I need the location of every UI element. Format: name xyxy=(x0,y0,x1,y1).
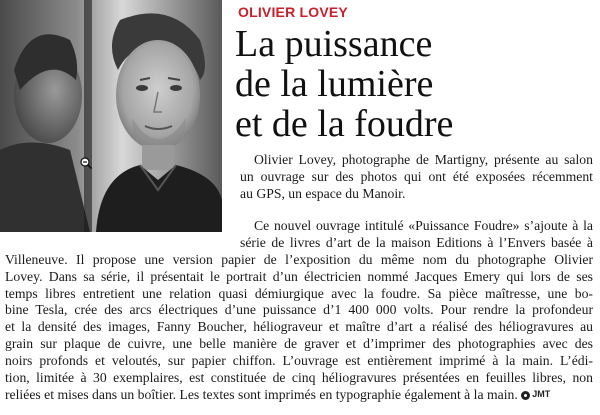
article-paragraph-main xyxy=(5,252,593,404)
paragraph-line: et la densité des images, Fanny Boucher, héliograveur et maître d’art a réalisé des héliogravures au xyxy=(5,319,593,335)
paragraph-line: bine Tesla, crée des arcs électriques d’une puissance d’1 400 000 volts. Pour rendre la profondeur xyxy=(5,302,593,318)
paragraph-line: temps libres entretient une relation quasi démiurgique avec la foudre. Sa pièce maîtresse, une bo- xyxy=(5,285,593,301)
article-photo xyxy=(0,0,222,232)
paragraph-line: au GPS, un espace du Manoir. xyxy=(240,185,406,201)
paragraph-line: un ouvrage sur des photos qui ont été exposées récemment xyxy=(240,168,593,184)
paragraph-line: tion, limitée à 30 exemplaires, est constituée de cinq héliogravures présentées en feuilles libres, non xyxy=(5,369,593,385)
portrait-image xyxy=(0,0,222,232)
article-headline xyxy=(235,24,595,144)
camera-icon xyxy=(521,391,530,400)
headline-line: et de la foudre xyxy=(235,103,454,145)
author-initials: JMT xyxy=(532,389,551,400)
paragraph-line-final xyxy=(5,386,593,404)
headline-line: La puissance xyxy=(235,23,433,65)
article-paragraph-main-top xyxy=(240,218,593,252)
paragraph-line: grain sur plaque de cuivre, une belle manière de graver et d’imprimer des photographies avec des xyxy=(5,335,593,351)
paragraph-line-text: reliées et mises dans un boîtier. Les textes sont imprimés en typographie également à la main. xyxy=(5,387,518,403)
paragraph-line: Ce nouvel ouvrage intitulé «Puissance Foudre» s’ajoute à la xyxy=(254,218,593,233)
paragraph-line: noirs profonds et veloutés, sur papier chiffon. L’ouvrage est entièrement imprimé à la main. L’édi- xyxy=(5,352,593,368)
article-paragraph-intro xyxy=(240,152,593,202)
paragraph-line: Villeneuve. Il propose une version papier de l’exposition du même nom du photographe Olivier xyxy=(5,252,593,267)
author-credit xyxy=(521,386,550,403)
paragraph-line: Lovey. Dans sa série, il présentait le portrait d’un électricien nommé Jacques Emery qui lors de ses xyxy=(5,268,593,284)
zoom-icon[interactable] xyxy=(80,157,92,169)
paragraph-line: Olivier Lovey, photographe de Martigny, présente au salon xyxy=(254,152,593,167)
paragraph-line: série de livres d’art de la maison Editions à l’Envers basée à xyxy=(240,234,593,250)
article-kicker: OLIVIER LOVEY xyxy=(238,4,348,20)
headline-line: de la lumière xyxy=(235,63,434,105)
